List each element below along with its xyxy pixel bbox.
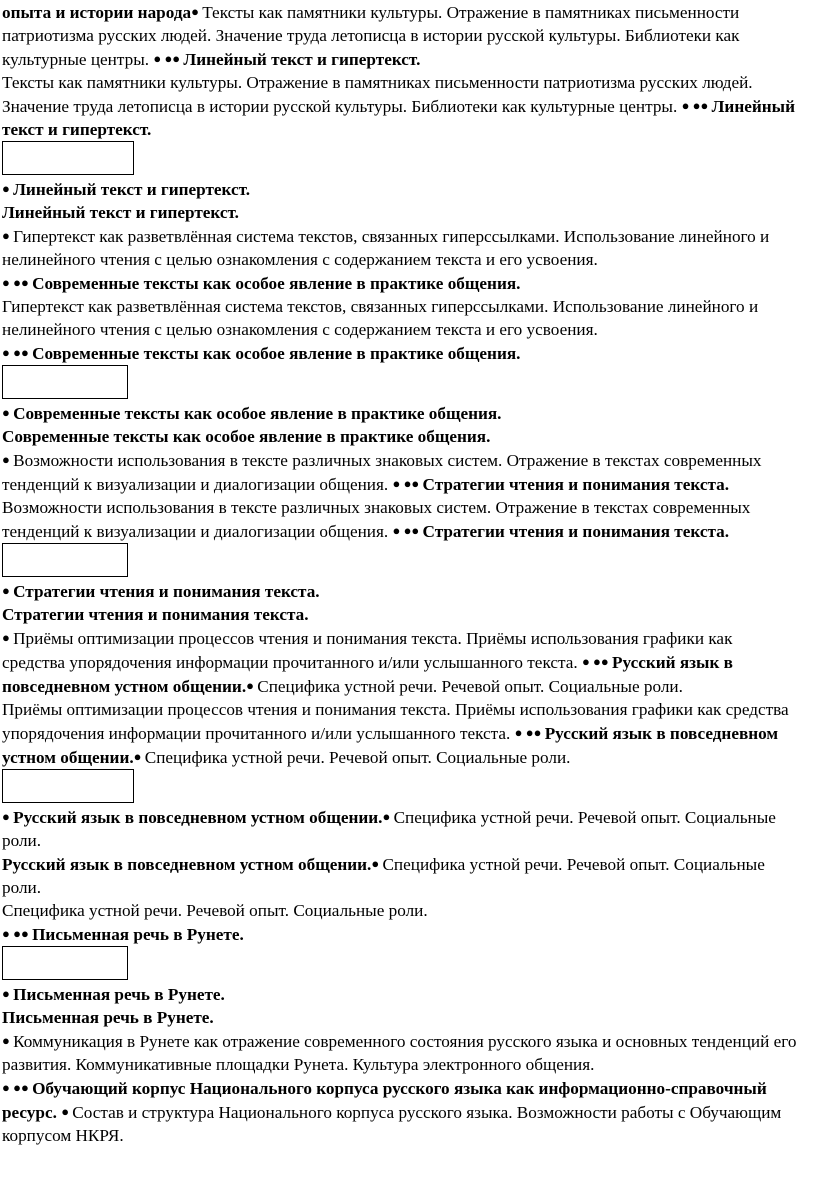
- paragraph: [2, 201, 798, 224]
- text-run: Тексты как памятники культуры. Отражение в памятниках письменности патриотизма русских людей. Значение труда летописца в истории русской культуры. Библиотеки как культурные центры.: [2, 3, 744, 69]
- paragraph: [2, 1029, 801, 1076]
- bullet-marker: ● ●●: [392, 523, 423, 538]
- paragraph: [2, 71, 798, 141]
- text-run: Возможности использования в тексте различных знаковых систем. Отражение в текстах современных тенденций к визуализации и диалогизации общения.: [2, 451, 766, 494]
- paragraph: [2, 295, 798, 341]
- paragraph: [2, 805, 798, 852]
- bullet-marker: ●: [2, 405, 14, 420]
- text-run: Письменная речь в Рунете.: [13, 985, 225, 1004]
- text-run: Письменная речь в Рунете.: [2, 1008, 214, 1027]
- text-run: Русский язык в повседневном устном общении.: [13, 808, 383, 827]
- text-run: Русский язык в повседневном устном общении.: [2, 855, 372, 874]
- paragraph: [2, 579, 798, 603]
- text-run: Линейный текст и гипертекст.: [2, 97, 800, 139]
- text-run: Тексты как памятники культуры. Отражение в памятниках письменности патриотизма русских людей. Значение труда летописца в истории русской культуры. Библиотеки как культурные центры.: [2, 73, 757, 116]
- bullet-marker: ●: [382, 809, 394, 824]
- paragraph: [2, 603, 798, 626]
- text-run: Гипертекст как разветвлённая система текстов, связанных гиперссылками. Использование линейного и нелинейного чтения с целью ознакомления с содержанием текста и его усвоения.: [2, 297, 763, 339]
- bullet-marker: ● ●●: [681, 98, 712, 113]
- paragraph: [2, 496, 798, 543]
- bullet-marker: ●: [2, 986, 14, 1001]
- bullet-marker: ● ●●: [2, 1080, 33, 1095]
- bullet-marker: ● ●●: [153, 51, 184, 66]
- bullet-marker: ●: [246, 678, 258, 693]
- paragraph: [2, 899, 798, 922]
- bullet-marker: ● ●●: [2, 926, 33, 941]
- paragraph: [2, 271, 798, 295]
- text-run: Современные тексты как особое явление в практике общения.: [2, 427, 491, 446]
- text-run: Стратегии чтения и понимания текста.: [422, 475, 730, 494]
- empty-box: [2, 543, 798, 579]
- text-run: Коммуникация в Рунете как отражение современного состояния русского языка и основных тенденций его развития. Коммуникативные площадки Рунета. Культура электронного общения.: [2, 1032, 801, 1074]
- text-run: Гипертекст как разветвлённая система текстов, связанных гиперссылками. Использование линейного и нелинейного чтения с целью ознакомления с содержанием текста и его усвоения.: [2, 227, 774, 269]
- paragraph: [2, 0, 798, 71]
- text-run: Специфика устной речи. Речевой опыт. Социальные роли.: [2, 855, 770, 897]
- text-block: [2, 982, 801, 1147]
- box-outline: [2, 946, 128, 980]
- bullet-marker: ● ●●: [392, 476, 423, 491]
- paragraph: [2, 341, 798, 365]
- bullet-marker: ● ●●: [2, 275, 33, 290]
- text-run: Линейный текст и гипертекст.: [13, 180, 251, 199]
- text-run: Линейный текст и гипертекст.: [183, 50, 421, 69]
- bullet-marker: ● ●●: [581, 654, 612, 669]
- text-run: опыта и истории народа: [2, 3, 192, 22]
- empty-box: [2, 946, 798, 982]
- paragraph: [2, 177, 798, 201]
- text-block: [2, 805, 798, 946]
- paragraph: [2, 698, 798, 769]
- paragraph: [2, 626, 798, 698]
- paragraph: [2, 448, 798, 496]
- paragraph: [2, 1076, 798, 1147]
- bullet-marker: ●: [2, 583, 14, 598]
- text-run: Специфика устной речи. Речевой опыт. Социальные роли.: [144, 748, 571, 767]
- empty-box: [2, 769, 798, 805]
- text-run: Русский язык в повседневном устном общении.: [2, 653, 738, 696]
- bullet-marker: ● ●●: [2, 345, 33, 360]
- text-run: Стратегии чтения и понимания текста.: [2, 605, 309, 624]
- paragraph: [2, 425, 798, 448]
- paragraph: [2, 401, 798, 425]
- text-run: Специфика устной речи. Речевой опыт. Социальные роли.: [257, 677, 683, 696]
- bullet-marker: ●: [2, 630, 14, 645]
- text-run: Приёмы оптимизации процессов чтения и понимания текста. Приёмы использования графики как средства упорядочения информации прочитанного и/или услышанного текста.: [2, 700, 793, 743]
- paragraph: [2, 922, 798, 946]
- paragraph: [2, 852, 798, 899]
- bullet-marker: ●: [61, 1104, 73, 1119]
- paragraph: [2, 1006, 798, 1029]
- text-run: Современные тексты как особое явление в практике общения.: [32, 274, 521, 293]
- text-run: Обучающий корпус Национального корпуса русского языка как информационно-справочный ресурс.: [2, 1079, 772, 1122]
- bullet-marker: ●: [2, 809, 14, 824]
- box-outline: [2, 365, 128, 399]
- text-run: Современные тексты как особое явление в практике общения.: [13, 404, 502, 423]
- text-run: Стратегии чтения и понимания текста.: [13, 582, 320, 601]
- bullet-marker: ● ●●: [514, 725, 545, 740]
- bullet-marker: ●: [133, 749, 145, 764]
- bullet-marker: ●: [2, 181, 14, 196]
- bullet-marker: ●: [2, 1033, 14, 1048]
- paragraph: [2, 224, 798, 271]
- bullet-marker: ●: [191, 4, 203, 19]
- text-run: Приёмы оптимизации процессов чтения и понимания текста. Приёмы использования графики как средства упорядочения информации прочитанного и/или услышанного текста.: [2, 629, 737, 672]
- box-outline: [2, 543, 128, 577]
- text-block: [2, 401, 798, 543]
- bullet-marker: ●: [2, 452, 14, 467]
- paragraph: [2, 982, 798, 1006]
- box-outline: [2, 769, 134, 803]
- text-block: [2, 0, 798, 141]
- text-run: Специфика устной речи. Речевой опыт. Социальные роли.: [2, 901, 428, 920]
- text-run: Стратегии чтения и понимания текста.: [422, 522, 730, 541]
- text-run: Возможности использования в тексте различных знаковых систем. Отражение в текстах современных тенденций к визуализации и диалогизации общения.: [2, 498, 755, 541]
- bullet-marker: ●: [371, 856, 383, 871]
- empty-box: [2, 365, 798, 401]
- empty-box: [2, 141, 798, 177]
- text-run: Современные тексты как особое явление в практике общения.: [32, 344, 521, 363]
- text-run: Письменная речь в Рунете.: [32, 925, 244, 944]
- text-block: [2, 579, 798, 769]
- text-run: Состав и структура Национального корпуса русского языка. Возможности работы с Обучающим корпусом НКРЯ.: [2, 1103, 786, 1145]
- bullet-marker: ●: [2, 228, 14, 243]
- text-run: Русский язык в повседневном устном общении.: [2, 724, 783, 767]
- box-outline: [2, 141, 134, 175]
- text-run: Линейный текст и гипертекст.: [2, 203, 239, 222]
- text-block: [2, 177, 798, 365]
- text-run: Специфика устной речи. Речевой опыт. Социальные роли.: [2, 808, 781, 850]
